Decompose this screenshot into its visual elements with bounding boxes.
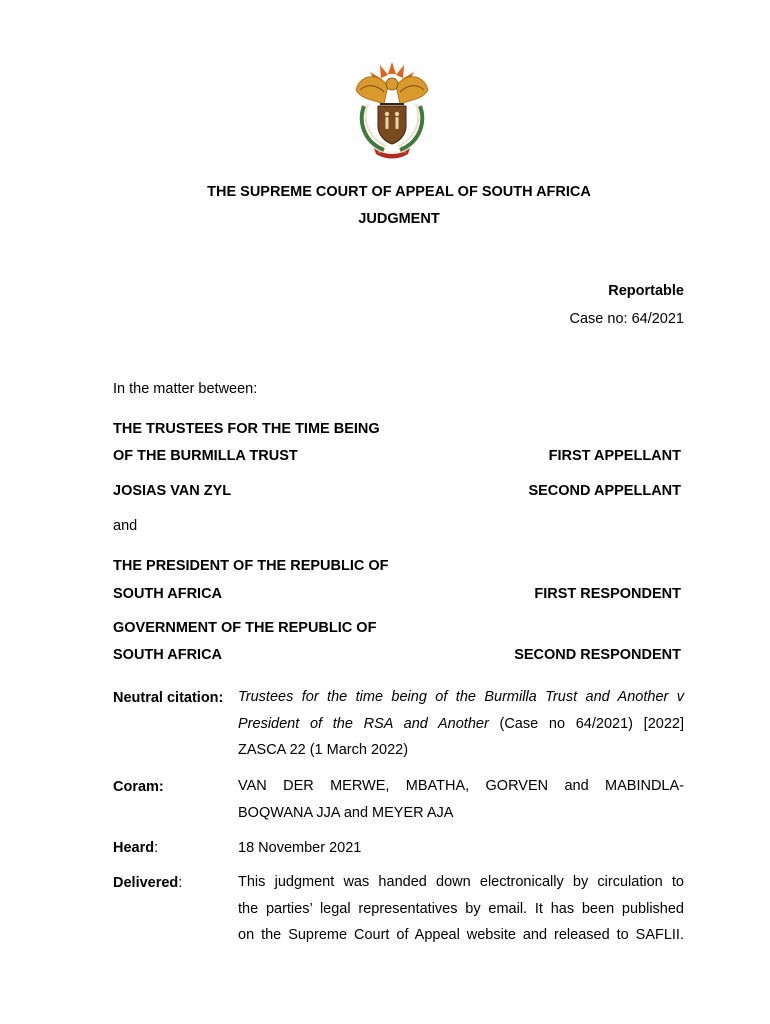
coram-value	[238, 773, 684, 826]
coram-line-1: VAN DER MERWE, MBATHA, GORVEN and MABINDLA-	[238, 778, 684, 794]
coram-label: Coram:	[113, 779, 164, 795]
court-title: THE SUPREME COURT OF APPEAL OF SOUTH AFRICA	[207, 184, 591, 200]
matter-intro: In the matter between:	[113, 381, 258, 397]
citation-case-ref: (Case no 64/2021) [2022]	[488, 715, 684, 732]
party-3-name-line-1: THE PRESIDENT OF THE REPUBLIC OF	[113, 558, 389, 574]
coram-line-2: BOQWANA JJA and MEYER AJA	[238, 804, 454, 821]
party-1-role: FIRST APPELLANT	[548, 448, 681, 464]
party-4-name-line-1: GOVERNMENT OF THE REPUBLIC OF	[113, 620, 377, 636]
coat-of-arms-icon	[350, 60, 434, 160]
case-number: Case no: 64/2021	[569, 311, 684, 327]
party-1-name-line-1: THE TRUSTEES FOR THE TIME BEING	[113, 421, 380, 437]
delivered-label: Delivered:	[113, 875, 183, 891]
heard-value: 18 November 2021	[238, 840, 362, 856]
neutral-citation-value	[238, 684, 684, 764]
neutral-citation-label: Neutral citation:	[113, 690, 224, 706]
party-3-name-line-2: SOUTH AFRICA	[113, 586, 223, 602]
citation-line-2	[238, 711, 684, 738]
party-3-role: FIRST RESPONDENT	[534, 586, 681, 602]
delivered-value	[238, 869, 684, 949]
party-2-role: SECOND APPELLANT	[528, 483, 681, 499]
conjunction-and: and	[113, 518, 138, 534]
reportable-label: Reportable	[608, 283, 684, 299]
party-1-name-line-2: OF THE BURMILLA TRUST	[113, 448, 298, 464]
party-2-name: JOSIAS VAN ZYL	[113, 483, 232, 499]
citation-line-1: Trustees for the time being of the Burmilla Trust and Another v	[238, 689, 684, 705]
party-4-role: SECOND RESPONDENT	[514, 647, 681, 663]
citation-line-3: ZASCA 22 (1 March 2022)	[238, 742, 409, 758]
heard-label: Heard:	[113, 840, 159, 856]
document-type: JUDGMENT	[358, 211, 440, 227]
delivered-line-2: the parties’ legal representatives by email. It has been published	[238, 900, 684, 917]
delivered-line-1: This judgment was handed down electronically by circulation to	[238, 874, 684, 890]
delivered-line-3: on the Supreme Court of Appeal website and released to SAFLII.	[238, 927, 684, 943]
citation-case-name: President of the RSA and Another	[238, 715, 489, 732]
party-4-name-line-2: SOUTH AFRICA	[113, 647, 223, 663]
